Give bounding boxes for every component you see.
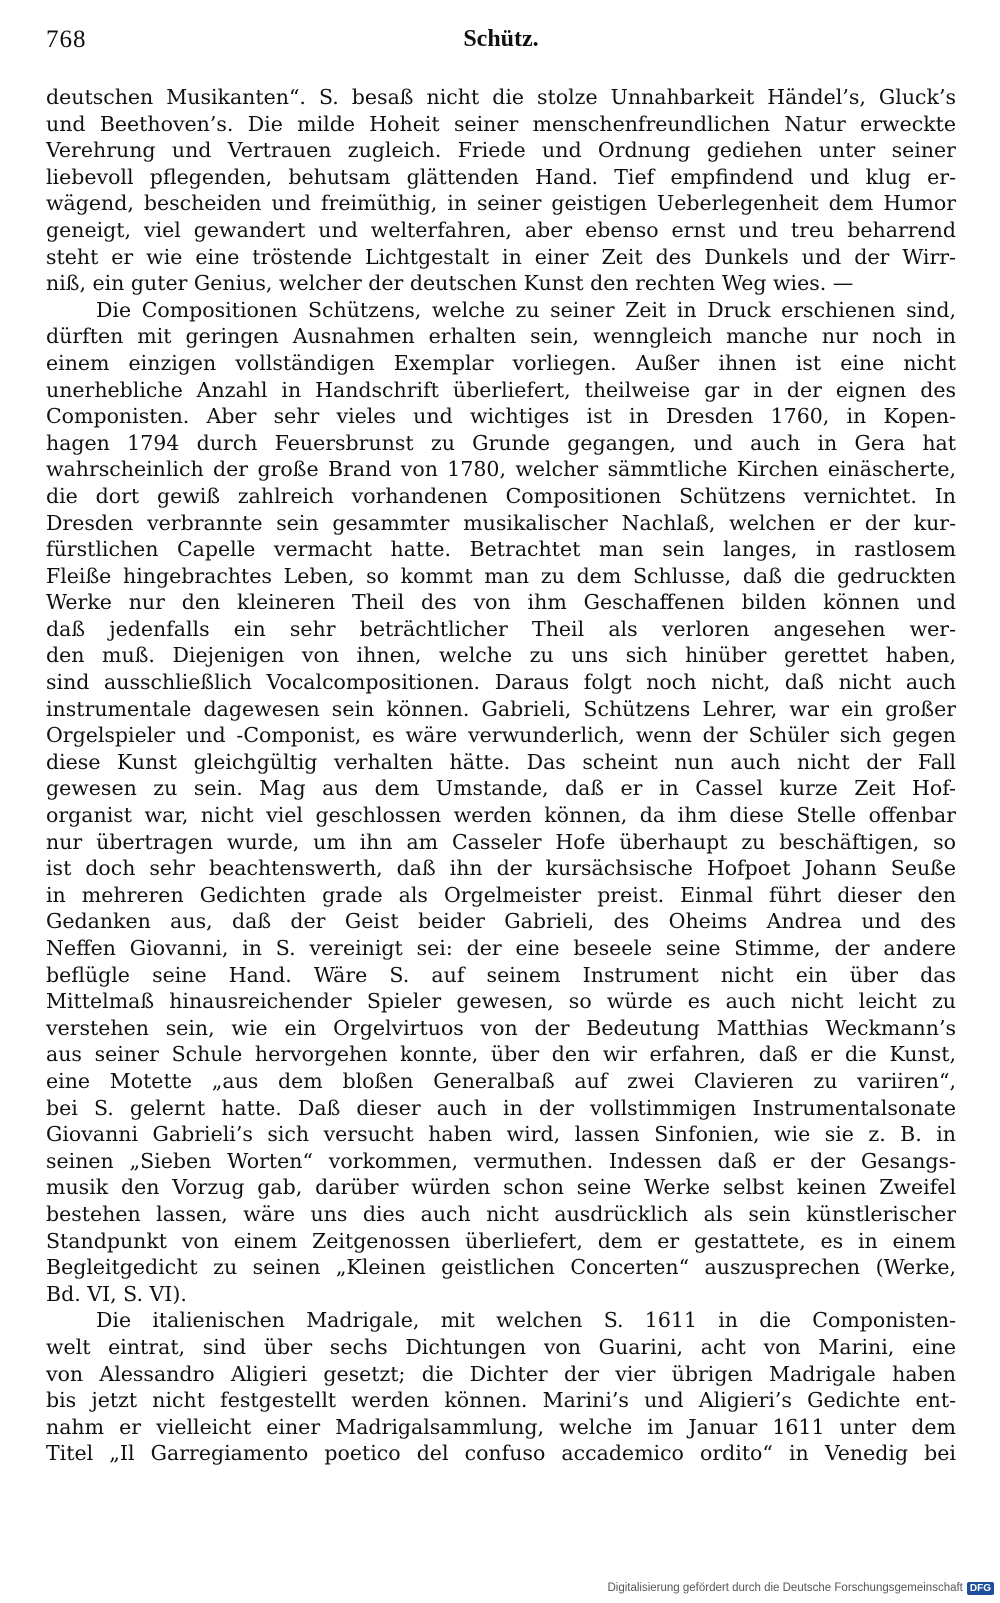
text-line: Begleitgedicht zu seinen „Kleinen geistlichen Concerten“ auszusprechen (Werke, [46, 1255, 956, 1280]
text-line: die dort gewiß zahlreich vorhandenen Compositionen Schützens vernichtet. In [46, 483, 956, 508]
text-line: unerhebliche Anzahl in Handschrift überliefert, theilweise gar in der eignen des [46, 377, 956, 402]
body-text [46, 84, 956, 1467]
text-line: organist war, nicht viel geschlossen werden können, da ihm diese Stelle offenbar [46, 803, 956, 828]
text-line: niß, ein guter Genius, welcher der deutschen Kunst den rechten Weg wies. — [46, 271, 854, 296]
text-line: liebevoll pflegenden, behutsam glättenden Hand. Tief empfindend und klug er- [46, 164, 956, 189]
text-line: Neffen Giovanni, in S. vereinigt sei: der eine beseele seine Stimme, der andere [46, 936, 956, 960]
text-line: geneigt, viel gewandert und welterfahren, aber ebenso ernst und treu beharrend [46, 217, 956, 242]
text-line: Verehrung und Vertrauen zugleich. Friede und Ordnung gediehen unter seiner [46, 138, 956, 163]
text-line: Mittelmaß hinausreichender Spieler gewesen, so würde es auch nicht leicht zu [46, 989, 956, 1014]
text-line: steht er wie eine tröstende Lichtgestalt in einer Zeit des Dunkels und der Wirr- [46, 244, 956, 269]
text-line: ist doch sehr beachtenswerth, daß ihn der kursächsische Hofpoet Johann Seuße [46, 856, 956, 881]
text-line: hagen 1794 durch Feuersbrunst zu Grunde gegangen, und auch in Gera hat [46, 430, 956, 455]
text-line: sind ausschließlich Vocalcompositionen. Daraus folgt noch nicht, daß nicht auch [46, 670, 956, 695]
text-line: und Beethoven’s. Die milde Hoheit seiner menschenfreundlichen Natur erweckte [46, 111, 956, 136]
text-line: Titel „Il Garregiamento poetico del confuso accademico ordito“ in Venedig bei [46, 1441, 956, 1466]
footer-text: Digitalisierung gefördert durch die Deutsche Forschungsgemeinschaft [607, 1582, 963, 1594]
text-line: seinen „Sieben Worten“ vorkommen, vermuthen. Indessen daß er der Gesangs- [46, 1148, 956, 1173]
text-line: fürstlichen Capelle vermacht hatte. Betrachtet man sein langes, in rastlosem [46, 537, 956, 562]
text-line: Orgelspieler und -Componist, es wäre verwunderlich, wenn der Schüler sich gegen [46, 723, 956, 748]
text-line: Standpunkt von einem Zeitgenossen überliefert, dem er gestattete, es in einem [46, 1228, 956, 1253]
text-line: Dresden verbrannte sein gesammter musikalischer Nachlaß, welchen er der kur- [46, 510, 956, 535]
text-line: Giovanni Gabrieli’s sich versucht haben wird, lassen Sinfonien, wie sie z. B. in [46, 1122, 956, 1147]
text-line: nahm er vielleicht einer Madrigalsammlung, welche im Januar 1611 unter dem [46, 1414, 956, 1439]
text-line: nur übertragen wurde, um ihn am Casseler Hofe überhaupt zu beschäftigen, so [46, 829, 956, 854]
text-line: dürften mit geringen Ausnahmen erhalten sein, wenngleich manche nur noch in [46, 324, 956, 349]
text-line: verstehen sein, wie ein Orgelvirtuos von der Bedeutung Matthias Weckmann’s [46, 1015, 956, 1040]
text-line: Gedanken aus, daß der Geist beider Gabrieli, des Oheims Andrea und des [46, 909, 956, 934]
text-line: diese Kunst gleichgültig verhalten hätte. Das scheint nun auch nicht der Fall [46, 749, 956, 774]
text-line: Fleiße hingebrachtes Leben, so kommt man zu dem Schlusse, daß die gedruckten [46, 563, 956, 588]
text-line: bei S. gelernt hatte. Daß dieser auch in der vollstimmigen Instrumentalsonate [46, 1095, 956, 1120]
text-line: Componisten. Aber sehr vieles und wichtiges ist in Dresden 1760, in Kopen- [46, 404, 956, 429]
text-line: bestehen lassen, wäre uns dies auch nicht ausdrücklich als sein künstlerischer [46, 1201, 956, 1226]
text-line: deutschen Musikanten“. S. besaß nicht die stolze Unnahbarkeit Händel’s, Gluck’s [46, 85, 956, 109]
footer-credit [607, 1579, 994, 1597]
text-line: Die Compositionen Schützens, welche zu seiner Zeit in Druck erschienen sind, [96, 297, 956, 322]
page-number: 768 [46, 26, 87, 53]
text-line: wägend, bescheiden und freimüthig, in seiner geistigen Ueberlegenheit dem Humor [46, 191, 956, 216]
dfg-logo: DFG [967, 1582, 994, 1595]
text-line: einem einzigen vollständigen Exemplar vorliegen. Außer ihnen ist eine nicht [46, 350, 956, 375]
running-head: Schütz. [463, 26, 539, 52]
text-line: eine Motette „aus dem bloßen Generalbaß auf zwei Clavieren zu variiren“, [46, 1068, 956, 1093]
text-line: Die italienischen Madrigale, mit welchen S. 1611 in die Componisten- [96, 1308, 956, 1333]
text-line: von Alessandro Aligieri gesetzt; die Dichter der vier übrigen Madrigale haben [46, 1361, 956, 1386]
text-line: musik den Vorzug gab, darüber würden schon seine Werke selbst keinen Zweifel [46, 1175, 956, 1200]
text-line: den muß. Diejenigen von ihnen, welche zu uns sich hinüber gerettet haben, [46, 643, 956, 668]
text-line: welt eintrat, sind über sechs Dichtungen von Guarini, acht von Marini, eine [46, 1334, 956, 1359]
text-line: daß jedenfalls ein sehr beträchtlicher Theil als verloren angesehen wer- [46, 616, 956, 641]
text-line: beflügle seine Hand. Wäre S. auf seinem Instrument nicht ein über das [46, 962, 956, 987]
text-line: wahrscheinlich der große Brand von 1780, welcher sämmtliche Kirchen einäscherte, [46, 457, 956, 482]
text-line: in mehreren Gedichten grade als Orgelmeister preist. Einmal führt dieser den [46, 882, 956, 907]
text-line: bis jetzt nicht festgestellt werden können. Marini’s und Aligieri’s Gedichte ent- [46, 1388, 956, 1413]
text-line: gewesen zu sein. Mag aus dem Umstande, daß er in Cassel kurze Zeit Hof- [46, 776, 956, 801]
page-header [46, 26, 956, 66]
text-line: Werke nur den kleineren Theil des von ihm Geschaffenen bilden können und [46, 590, 956, 615]
text-line: instrumentale dagewesen sein können. Gabrieli, Schützens Lehrer, war ein großer [46, 696, 956, 721]
text-line: Bd. VI, S. VI). [46, 1281, 187, 1306]
text-line: aus seiner Schule hervorgehen konnte, über den wir erfahren, daß er die Kunst, [46, 1042, 956, 1067]
